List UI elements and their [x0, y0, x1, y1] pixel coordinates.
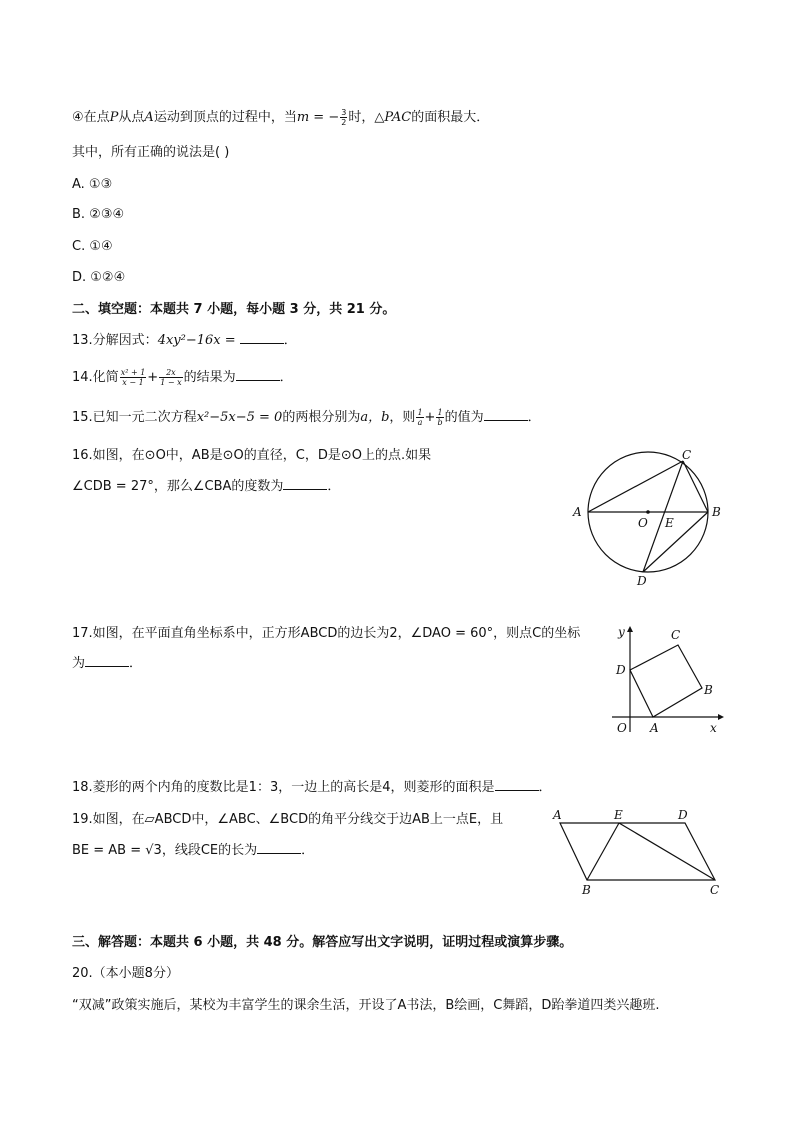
- label-d: D: [678, 808, 688, 822]
- var: P: [109, 110, 119, 125]
- q12-question: 其中，所有正确的说法是( ): [72, 145, 230, 160]
- math: m = −: [296, 110, 340, 125]
- text: ，则: [389, 410, 416, 425]
- label-b: B: [582, 883, 591, 896]
- q13: [72, 331, 297, 351]
- q17-line2: [72, 654, 142, 674]
- label-a: A: [553, 808, 562, 822]
- q20-title: 20.（本小题8分）: [72, 966, 179, 981]
- label-e: E: [614, 808, 623, 822]
- num: 1: [417, 408, 423, 417]
- section3-header: 三、解答题：本题共 6 小题，共 48 分。解答应写出文字说明，证明过程或演算步骤。: [72, 935, 573, 950]
- text: 13.分解因式：: [72, 333, 158, 348]
- text: 的两根分别为: [282, 410, 361, 425]
- math: 4xy²−16x =: [157, 333, 236, 348]
- label-b: B: [704, 683, 713, 697]
- text: 的结果为: [183, 370, 236, 385]
- num: 1: [437, 408, 443, 417]
- q19-line2: [72, 841, 314, 861]
- square-abcd: [630, 645, 702, 717]
- section2-header: 二、填空题：本题共 7 小题，每小题 3 分，共 21 分。: [72, 302, 396, 317]
- text: ．: [279, 370, 293, 385]
- answer-blank: [495, 778, 539, 791]
- parallelogram-abcd: [560, 823, 715, 880]
- den: a: [417, 418, 423, 427]
- math: x²−5x−5 = 0: [196, 410, 283, 425]
- text: ④在点: [72, 110, 110, 125]
- q15: [72, 408, 541, 428]
- segment-ac: [588, 461, 683, 512]
- q14: [72, 368, 293, 388]
- math: a，b: [360, 410, 390, 425]
- q16-line1: 16.如图，在⊙O中，AB是⊙O的直径，C，D是⊙O上的点.如果: [72, 448, 432, 463]
- num: 3: [341, 108, 347, 117]
- answer-blank: [85, 654, 129, 667]
- center-point: [646, 510, 650, 514]
- fraction: [416, 408, 423, 427]
- fraction: [120, 368, 147, 387]
- label-o: O: [638, 516, 648, 530]
- text: ．: [538, 780, 552, 795]
- q19-parallelogram-figure: [545, 806, 730, 896]
- y-axis-arrow: [627, 626, 633, 632]
- text: ．: [301, 843, 315, 858]
- q12-option-b: B. ②③④: [72, 207, 125, 222]
- q17-line1: 17.如图，在平面直角坐标系中，正方形ABCD的边长为2，∠DAO = 60°，则点C的坐标: [72, 626, 581, 641]
- label-y: y: [618, 625, 625, 639]
- text: 的面积最大．: [411, 110, 490, 125]
- answer-blank: [257, 841, 301, 854]
- text: BE = AB = √3，线段CE的长为: [72, 843, 258, 858]
- text: ．: [327, 479, 341, 494]
- den: 1 − x: [160, 378, 182, 387]
- math: △PAC: [374, 110, 412, 125]
- fraction: [340, 108, 347, 127]
- label-d: D: [637, 574, 647, 588]
- label-a: A: [573, 505, 582, 519]
- segment-cb: [683, 461, 708, 512]
- var: A: [144, 110, 154, 125]
- text: 时，: [348, 110, 375, 125]
- q20-text: “双减”政策实施后，某校为丰富学生的课余生活，开设了A书法，B绘画，C舞蹈，D跆拳道四类兴趣班.: [72, 998, 660, 1013]
- segment-cd: [643, 461, 683, 572]
- text: ∠CDB = 27°，那么∠CBA的度数为: [72, 479, 284, 494]
- segment-db: [643, 512, 708, 572]
- q19-line1: 19.如图，在▱ABCD中，∠ABC、∠BCD的角平分线交于边AB上一点E，且: [72, 812, 504, 827]
- answer-blank: [240, 331, 284, 344]
- q16-circle-figure: [565, 445, 735, 590]
- label-d: D: [616, 663, 626, 677]
- label-c: C: [682, 448, 692, 462]
- label-c: C: [710, 883, 720, 896]
- den: x − 1: [122, 378, 144, 387]
- fraction: [159, 368, 182, 387]
- text: 从点: [118, 110, 145, 125]
- label-c: C: [671, 628, 681, 642]
- q18: [72, 778, 552, 798]
- text: 的值为: [444, 410, 484, 425]
- num: x² + 1: [120, 368, 146, 377]
- text: +: [147, 370, 159, 385]
- text: 14.化简: [72, 370, 119, 385]
- q12-option-c: C. ①④: [72, 239, 113, 254]
- num: 2x: [159, 368, 182, 378]
- text: 18.菱形的两个内角的度数比是1：3，一边上的高长是4，则菱形的面积是: [72, 780, 495, 795]
- q12-item4: [72, 108, 489, 128]
- q12-option-d: D. ①②④: [72, 270, 126, 285]
- label-x: x: [710, 721, 717, 735]
- text: ．: [129, 656, 143, 671]
- text: ．: [527, 410, 541, 425]
- label-o: O: [617, 721, 627, 735]
- x-axis-arrow: [718, 714, 724, 720]
- text: 为: [72, 656, 86, 671]
- den: b: [437, 418, 443, 427]
- label-e: E: [665, 516, 674, 530]
- answer-blank: [484, 408, 528, 421]
- segment-eb: [587, 823, 619, 880]
- label-a: A: [650, 721, 659, 735]
- text: +: [424, 410, 436, 425]
- text: 运动到顶点的过程中，当: [153, 110, 297, 125]
- text: ．: [283, 333, 297, 348]
- answer-blank: [236, 368, 280, 381]
- label-b: B: [712, 505, 721, 519]
- text: 15.已知一元二次方程: [72, 410, 197, 425]
- q17-coordinate-figure: [608, 620, 728, 738]
- q16-line2: [72, 477, 340, 497]
- fraction: [436, 408, 443, 427]
- q12-option-a: A. ①③: [72, 177, 113, 192]
- answer-blank: [283, 477, 327, 490]
- den: 2: [341, 118, 347, 127]
